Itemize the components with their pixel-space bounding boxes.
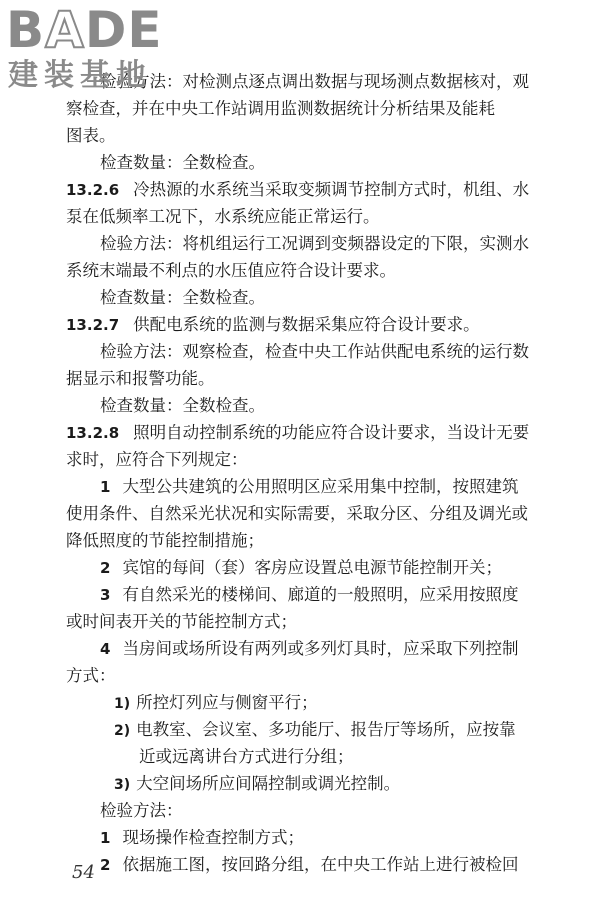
section-heading-13-2-6	[66, 176, 556, 203]
line-text: 照明自动控制系统的功能应符合设计要求，当设计无要	[133, 423, 530, 442]
watermark-latin	[6, 1, 163, 59]
line-text: 察检查，并在中央工作站调用监测数据统计分析结果及能耗	[66, 99, 495, 118]
text-line	[66, 608, 556, 635]
line-text: 有自然采光的楼梯间、廊道的一般照明，应采用按照度	[122, 585, 519, 604]
text-line	[66, 95, 556, 122]
line-text: 检验方法：	[100, 801, 183, 820]
sub-item-number: 3)	[114, 777, 131, 793]
text-line	[66, 662, 556, 689]
line-text: 大型公共建筑的公用照明区应采用集中控制，按照建筑	[122, 477, 519, 496]
line-text: 当房间或场所设有两列或多列灯具时，应采取下列控制	[122, 639, 519, 658]
item-number: 4	[100, 640, 111, 658]
section-number: 13.2.8	[66, 424, 120, 442]
item-number: 2	[100, 856, 111, 874]
line-text: 系统末端最不利点的水压值应符合设计要求。	[66, 261, 396, 280]
sub-item-number: 2)	[114, 723, 131, 739]
text-line	[66, 500, 556, 527]
watermark-chinese: 建装基地	[8, 58, 152, 93]
section-heading-13-2-7	[66, 311, 556, 338]
text-line	[66, 392, 556, 419]
text-line	[66, 446, 556, 473]
watermark-logo	[6, 1, 181, 96]
line-text: 现场操作检查控制方式；	[122, 828, 304, 847]
line-text: 宾馆的每间（套）客房应设置总电源节能控制开关；	[122, 558, 502, 577]
sub-item-number: 1)	[114, 696, 131, 712]
item-number: 3	[100, 586, 111, 604]
watermark-latin-suffix: DE	[84, 1, 163, 59]
text-line	[66, 149, 556, 176]
text-line	[66, 365, 556, 392]
page-body	[66, 68, 556, 878]
item-number: 1	[100, 478, 111, 496]
watermark-latin-mark: A	[45, 1, 85, 59]
sub-item-3	[66, 770, 556, 797]
line-text: 电教室、会议室、多功能厅、报告厅等场所，应按靠	[136, 720, 516, 739]
line-text: 检验方法：将机组运行工况调到变频器设定的下限，实测水	[100, 234, 529, 253]
line-text: 或时间表开关的节能控制方式；	[66, 612, 297, 631]
text-line	[66, 284, 556, 311]
line-text: 使用条件、自然采光状况和实际需要，采取分区、分组及调光或	[66, 504, 528, 523]
page-number: 54	[72, 862, 95, 883]
watermark-latin-prefix: B	[6, 1, 46, 59]
section-number: 13.2.7	[66, 316, 120, 334]
line-text: 图表。	[66, 126, 116, 145]
line-text: 冷热源的水系统当采取变频调节控制方式时，机组、水	[133, 180, 530, 199]
line-text: 求时，应符合下列规定：	[66, 450, 248, 469]
text-line	[66, 230, 556, 257]
line-text: 近或远离讲台方式进行分组；	[139, 747, 354, 766]
text-line	[66, 338, 556, 365]
list-item-1	[66, 473, 556, 500]
line-text: 供配电系统的监测与数据采集应符合设计要求。	[133, 315, 480, 334]
list-item-1	[66, 824, 556, 851]
line-text: 所控灯列应与侧窗平行；	[136, 693, 318, 712]
text-line	[66, 797, 556, 824]
line-text: 检验方法：对检测点逐点调出数据与现场测点数据核对，观	[100, 72, 529, 91]
list-item-2	[66, 851, 556, 878]
text-line	[66, 122, 556, 149]
line-text: 检查数量：全数检查。	[100, 396, 265, 415]
line-text: 降低照度的节能控制措施；	[66, 531, 264, 550]
line-text: 大空间场所应间隔控制或调光控制。	[136, 774, 401, 793]
line-text: 据显示和报警功能。	[66, 369, 215, 388]
text-line	[66, 527, 556, 554]
text-line	[66, 257, 556, 284]
section-heading-13-2-8	[66, 419, 556, 446]
item-number: 1	[100, 829, 111, 847]
sub-item-2	[66, 716, 556, 743]
text-line	[66, 203, 556, 230]
line-text: 检查数量：全数检查。	[100, 288, 265, 307]
list-item-2	[66, 554, 556, 581]
line-text: 依据施工图，按回路分组，在中央工作站上进行被检回	[122, 855, 519, 874]
line-text: 检查数量：全数检查。	[100, 153, 265, 172]
item-number: 2	[100, 559, 111, 577]
line-text: 方式：	[66, 666, 116, 685]
list-item-3	[66, 581, 556, 608]
sub-item-1	[66, 689, 556, 716]
list-item-4	[66, 635, 556, 662]
line-text: 检验方法：观察检查，检查中央工作站供配电系统的运行数	[100, 342, 529, 361]
line-text: 泵在低频率工况下，水系统应能正常运行。	[66, 207, 380, 226]
text-line	[66, 743, 556, 770]
section-number: 13.2.6	[66, 181, 120, 199]
